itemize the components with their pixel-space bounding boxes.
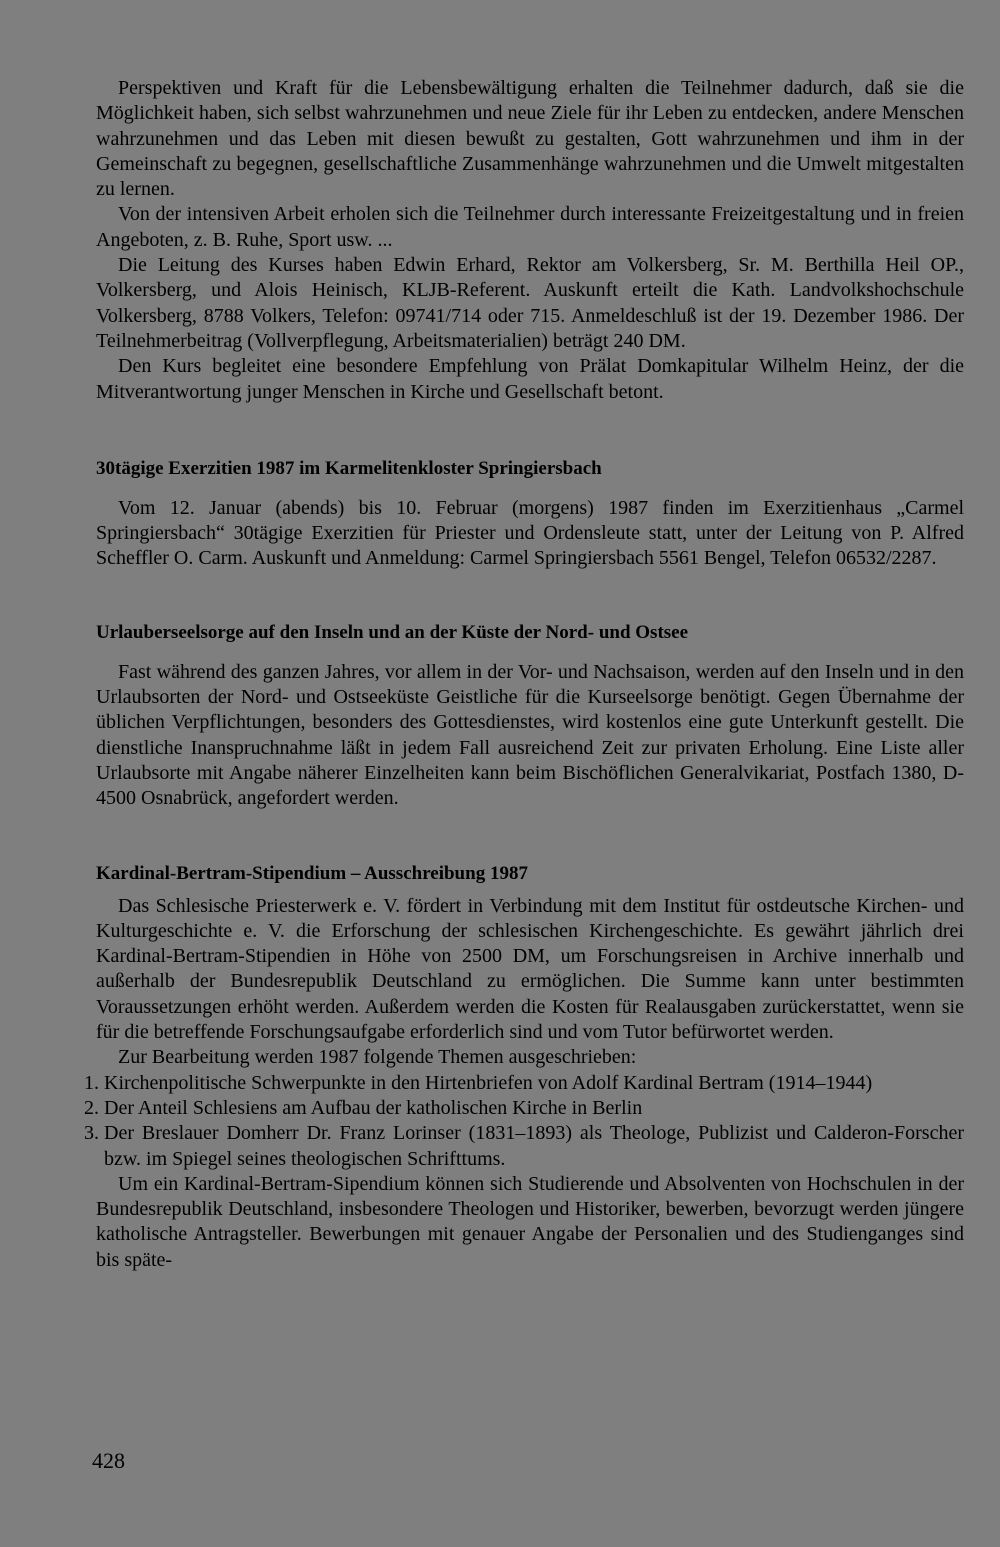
section-heading: Urlauberseelsorge auf den Inseln und an der Küste der Nord- und Ostsee: [96, 621, 689, 643]
section-paragraph: Vom 12. Januar (abends) bis 10. Februar (morgens) 1987 finden im Exerzitienhaus „Carmel Springiersbach“ 30tägige Exerzitien für Priester und Ordensleute statt, unter der Leitung von P. Alfred Scheffler O. Carm. Auskunft und Anmeldung: Carmel Springiersbach 5561 Bengel, Telefon 06532/2287.: [96, 496, 964, 570]
list-item: [84, 1071, 964, 1096]
list-item: [84, 1121, 964, 1172]
list-item-text: Der Breslauer Domherr Dr. Franz Lorinser (1831–1893) als Theologe, Publizist und Calderon-Forscher bzw. im Spiegel seines theologischen Schrifttums.: [104, 1122, 964, 1170]
list-item-number: 3.: [84, 1122, 99, 1145]
section-heading: Kardinal-Bertram-Stipendium – Ausschreibung 1987: [96, 862, 528, 884]
section-paragraph: Zur Bearbeitung werden 1987 folgende Themen ausgeschrieben:: [118, 1046, 637, 1069]
topic-list: [84, 1071, 964, 1172]
list-item-number: 2.: [84, 1096, 99, 1119]
section-paragraph: Fast während des ganzen Jahres, vor allem in der Vor- und Nachsaison, werden auf den Inseln und in den Urlaubsorten der Nord- und Ostseeküste Geistliche für die Kurseelsorge benötigt. Gegen Übernahme der üblichen Verpflichtungen, besonders des Gottesdienstes, wird kostenlos eine gute Unterkunft gestellt. Die dienstliche Inanspruchnahme läßt in jedem Fall ausreichend Zeit zur privaten Erholung. Eine Liste aller Urlaubsorte mit Angabe näherer Einzelheiten kann beim Bischöflichen Generalvikariat, Postfach 1380, D-4500 Osnabrück, angefordert werden.: [96, 660, 964, 810]
page-number: 428: [92, 1448, 125, 1473]
page-body: [84, 76, 964, 1273]
intro-block: [96, 76, 964, 405]
list-item-number: 1.: [84, 1071, 99, 1094]
intro-paragraph: Den Kurs begleitet eine besondere Empfehlung von Prälat Domkapitular Wilhelm Heinz, der die Mitverantwortung junger Menschen in Kirche und Gesellschaft betont.: [96, 355, 964, 403]
section-urlauberseelsorge: [96, 620, 964, 812]
intro-paragraph: Perspektiven und Kraft für die Lebensbewältigung erhalten die Teilnehmer dadurch, daß sie die Möglichkeit haben, sich selbst wahrzunehmen und neue Ziele für ihr Leben zu entdecken, andere Menschen wahrzunehmen und das Leben mit diesen bewußt zu gestalten, Gott wahrzunehmen und ihm in der Gemeinschaft zu begegnen, gesellschaftliche Zusammenhänge wahrzunehmen und die Umwelt mitgestalten zu lernen.: [96, 77, 964, 201]
list-item-text: Der Anteil Schlesiens am Aufbau der katholischen Kirche in Berlin: [104, 1096, 643, 1119]
list-item: [84, 1096, 964, 1121]
list-item-text: Kirchenpolitische Schwerpunkte in den Hirtenbriefen von Adolf Kardinal Bertram (1914–1944): [104, 1071, 873, 1094]
intro-paragraph: Die Leitung des Kurses haben Edwin Erhard, Rektor am Volkersberg, Sr. M. Berthilla Heil OP., Volkersberg, und Alois Heinisch, KLJB-Referent. Auskunft erteilt die Kath. Landvolkshochschule Volkersberg, 8788 Volkers, Telefon: 09741/714 oder 715. Anmeldeschluß ist der 19. Dezember 1986. Der Teilnehmerbeitrag (Vollverpflegung, Arbeitsmaterialien) beträgt 240 DM.: [96, 254, 964, 352]
section-paragraph: Um ein Kardinal-Bertram-Sipendium können sich Studierende und Absolventen von Hochschulen in der Bundesrepublik Deutschland, insbesondere Theologen und Historiker, bewerben, bevorzugt werden jüngere katholische Antragsteller. Bewerbungen mit genauer Angabe der Personalien und des Studienganges sind bis späte-: [96, 1172, 964, 1271]
section-stipendium: [84, 861, 964, 1273]
section-paragraph: Das Schlesische Priesterwerk e. V. fördert in Verbindung mit dem Institut für ostdeutsche Kirchen- und Kulturgeschichte e. V. die Erforschung der schlesischen Kirchengeschichte. Es gewährt jährlich drei Kardinal-Bertram-Stipendien in Höhe von 2500 DM, um Forschungsreisen in Archive innerhalb und außerhalb der Bundesrepublik Deutschland zu ermöglichen. Die Summe kann unter bestimmten Voraussetzungen erhöht werden. Außerdem werden die Kosten für Realausgaben zurückerstattet, wenn sie für die betreffende Forschungsaufgabe erforderlich sind und vom Tutor befürwortet werden.: [96, 894, 964, 1044]
intro-paragraph: Von der intensiven Arbeit erholen sich die Teilnehmer durch interessante Freizeitgestaltung und in freien Angeboten, z. B. Ruhe, Sport usw. ...: [96, 203, 964, 251]
section-exerzitien: [96, 456, 964, 572]
section-heading: 30tägige Exerzitien 1987 im Karmelitenkloster Springiersbach: [96, 457, 602, 479]
